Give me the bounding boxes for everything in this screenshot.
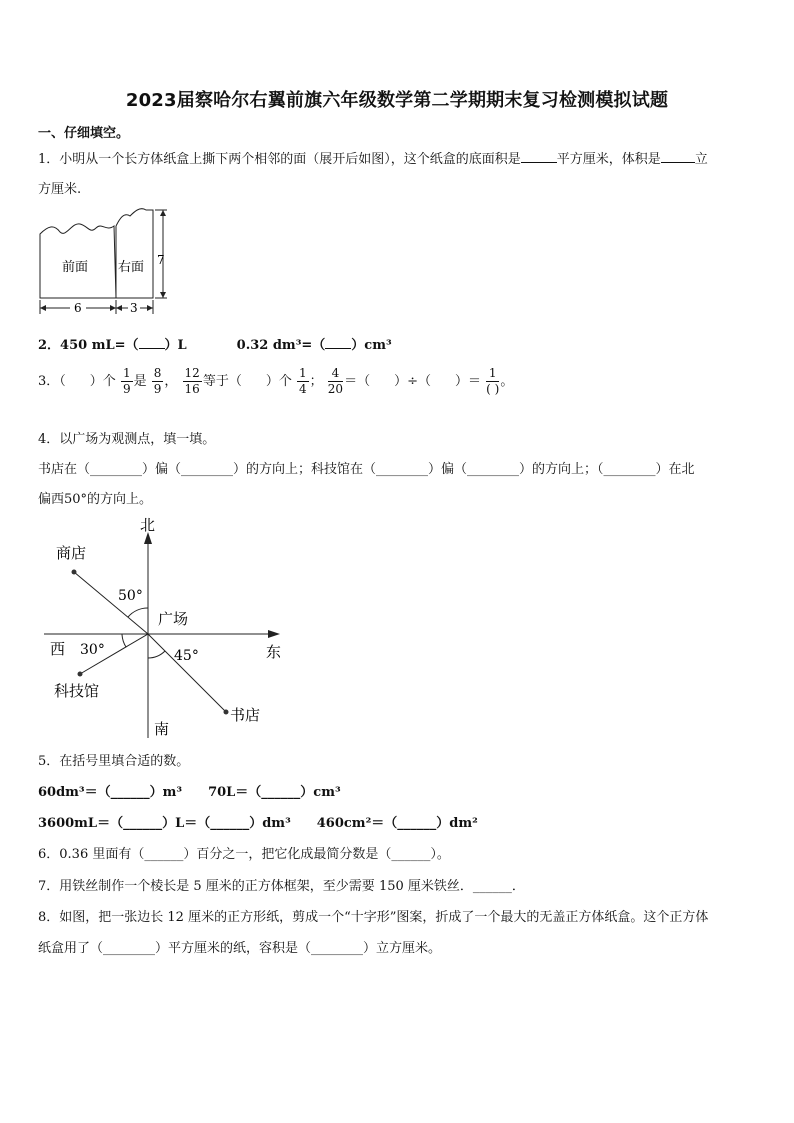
fraction-12-16: $\frac{12}{16}$ (184, 366, 200, 396)
page-title: 2023届察哈尔右翼前旗六年级数学第二学期期末复习检测模拟试题 (125, 90, 669, 111)
north-label: 北 (140, 516, 156, 534)
q3-text: 是 (133, 374, 147, 389)
angle-50-label: 50° (118, 588, 143, 604)
question-5-line-1: 5．在括号里填合适的数。 (38, 754, 190, 769)
right-label: 右面 (118, 260, 145, 275)
science-museum-label: 科技馆 (54, 682, 100, 700)
direction-diagram (40, 512, 300, 740)
question-4-line-2: 书店在（________）偏（________）的方向上；科技馆在（________）偏（________）的方向上；（________）在北 (38, 462, 695, 477)
fraction-4-20: $\frac{4}{20}$ (327, 366, 344, 396)
box-net-figure (36, 204, 176, 319)
q1-text-a: 1．小明从一个长方体纸盒上撕下两个相邻的面（展开后如图），这个纸盒的底面积是 (38, 152, 521, 167)
fraction-1-9: $\frac{1}{9}$ (122, 366, 131, 396)
question-1-line-2: 方厘米. (38, 182, 82, 197)
shop-label: 商店 (56, 544, 87, 562)
q3-text: ）个 (265, 374, 292, 389)
bookstore-label: 书店 (230, 706, 261, 724)
question-8-line-1: 8．如图，把一张边长 12 厘米的正方形纸，剪成一个“十字形”图案，折成了一个最大的无盖正方体纸盒。这个正方体 (38, 910, 709, 925)
question-5-line-3: 3600mL＝（______）L＝（______）dm³ 460cm²＝（______）dm² (38, 816, 478, 831)
q3-text: 等于（ (202, 374, 242, 389)
question-7: 7．用铁丝制作一个棱长是 5 厘米的正方体框架，至少需要 150 厘米铁丝．______． (38, 879, 525, 894)
q3-text: 。 (500, 374, 514, 389)
q2-b-suffix: ）cm³ (351, 338, 392, 353)
question-3 (38, 366, 513, 397)
front-label: 前面 (62, 260, 89, 275)
question-8-line-2: 纸盒用了（________）平方厘米的纸，容积是（________）立方厘米。 (38, 941, 442, 956)
section-heading: 一、仔细填空。 (38, 126, 130, 141)
right-width-label: 3 (130, 301, 138, 315)
q1-text-b: 平方厘米，体积是 (556, 152, 661, 167)
q3-text: ）÷（ (394, 374, 431, 389)
plaza-label: 广场 (158, 610, 189, 628)
q2-b-prefix: 0.32 dm³=（ (236, 338, 326, 353)
question-2 (38, 334, 392, 353)
fraction-8-9: $\frac{8}{9}$ (153, 366, 162, 396)
fraction-1-blank: $\frac{1}{( )}$ (486, 366, 500, 396)
height-label: 7 (157, 253, 165, 267)
q1-blank-area[interactable] (521, 150, 557, 163)
angle-45-label: 45° (174, 648, 199, 664)
angle-30-label: 30° (80, 642, 105, 658)
front-width-label: 6 (74, 301, 82, 315)
west-label: 西 (50, 640, 66, 658)
question-6: 6．0.36 里面有（______）百分之一，把它化成最简分数是（______）。 (38, 847, 450, 862)
q3-text: ； (309, 374, 323, 389)
question-4-line-1: 4．以广场为观测点，填一填。 (38, 432, 216, 447)
q2-blank-b[interactable] (325, 336, 351, 349)
q3-text: ）个 (89, 374, 116, 389)
q3-text: ＝（ (344, 374, 371, 389)
q3-text: ）＝ (454, 374, 481, 389)
q1-text-c: 立 (694, 152, 708, 167)
right-face (116, 209, 153, 298)
east-label: 东 (266, 643, 282, 661)
q1-blank-volume[interactable] (661, 150, 695, 163)
question-4-line-3: 偏西50°的方向上。 (38, 492, 153, 507)
fraction-1-4: $\frac{1}{4}$ (298, 366, 307, 396)
q3-text: 3．（ (38, 374, 66, 389)
question-5-line-2: 60dm³＝（______）m³ 70L＝（______）cm³ (38, 785, 341, 800)
q2-blank-a[interactable] (139, 336, 165, 349)
q2-a-prefix: 2．450 mL=（ (38, 338, 139, 353)
q2-a-suffix: ）L (164, 338, 187, 353)
south-label: 南 (154, 720, 170, 738)
q3-text: ， (164, 374, 178, 389)
question-1-line-1 (38, 148, 708, 167)
